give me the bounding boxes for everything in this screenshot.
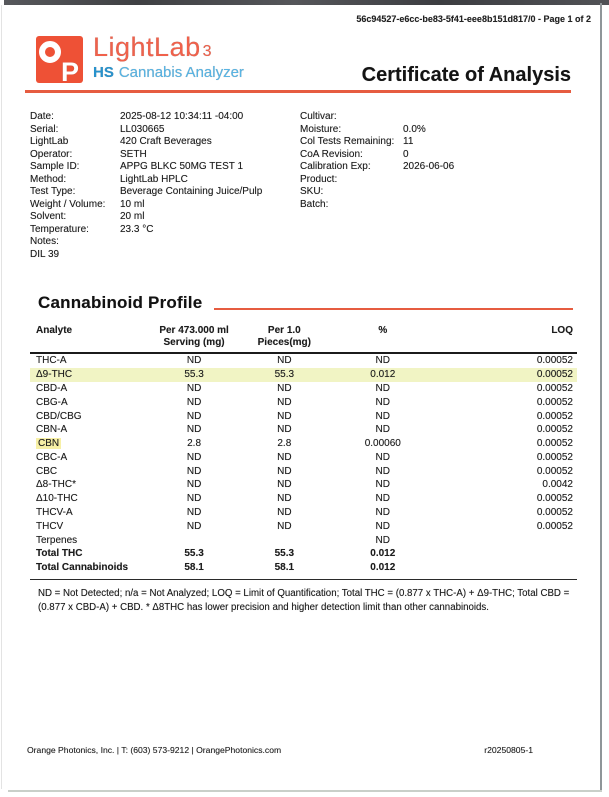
meta-sample-id: Sample ID: APPG BLKC 50MG TEST 1 (30, 161, 244, 172)
scan-artifact-left (1, 5, 2, 789)
page-footer (27, 745, 589, 755)
table-row: THC-A ND ND ND 0.00052 (36, 355, 573, 367)
table-header (30, 325, 577, 353)
cannabinoid-table (30, 325, 577, 580)
section-header (30, 293, 577, 313)
meta-lightlab: LightLab 420 Craft Beverages (30, 136, 212, 147)
table-row-d9thc-highlighted: Δ9-THC 55.3 55.3 0.012 0.00052 (30, 368, 577, 382)
meta-product: Product: (300, 173, 338, 185)
table-row-total-thc: Total THC 55.3 55.3 0.012 (36, 548, 396, 560)
meta-operator: Operator: SETH (30, 148, 147, 160)
meta-notes: Notes: (30, 236, 59, 247)
meta-col-tests-remaining: Col Tests Remaining: 11 (300, 136, 414, 147)
col-pieces: Per 1.0 Pieces(mg) (254, 325, 314, 353)
scan-artifact-top (4, 0, 609, 5)
table-row-terpenes: Terpenes ND (36, 534, 390, 546)
table-footnote: ND = Not Detected; n/a = Not Analyzed; LOQ = Limit of Quantification; Total THC = (0.877 x THC-A) + Δ9-THC; Total CBD = (0.877 x CBD-A) + CBD. * Δ8THC has lower precision and higher detection limit than other cannabinoids. (38, 588, 570, 613)
section-title: Cannabinoid Profile (38, 293, 203, 312)
meta-coa-revision: CoA Revision: 0 (300, 148, 409, 160)
table-row: THCV-A ND ND ND 0.00052 (36, 506, 573, 518)
meta-calibration-exp: Calibration Exp: 2026-06-06 (300, 161, 455, 172)
lightlab-model-line (93, 64, 244, 81)
table-row: CBC ND ND ND 0.00052 (36, 465, 573, 477)
logo-o-ring (39, 41, 61, 63)
footer-contact: Orange Photonics, Inc. | T: (603) 573-9212 | OrangePhotonics.com (27, 745, 282, 755)
meta-test-type: Test Type: Beverage Containing Juice/Pulp (30, 186, 263, 197)
cbn-name-highlight: CBN (38, 438, 60, 450)
meta-method: Method: LightLab HPLC (30, 173, 188, 185)
cannabinoid-profile-section (30, 293, 577, 614)
scan-artifact-bottom (8, 790, 602, 792)
model-hs: HS (93, 63, 114, 81)
meta-moisture: Moisture: 0.0% (300, 123, 426, 135)
table-row: CBC-A ND ND ND 0.00052 (36, 451, 573, 463)
page-title: Certificate of Analysis (361, 64, 571, 86)
model-subtitle: Cannabis Analyzer (118, 63, 244, 81)
table-row: Δ8-THC* ND ND ND 0.0042 (36, 479, 573, 491)
meta-batch: Batch: (300, 198, 329, 210)
header-divider (25, 90, 571, 93)
col-analyte: Analyte (30, 325, 134, 353)
lightlab-wordmark (93, 33, 244, 81)
col-loq: LOQ (451, 325, 577, 353)
meta-serial: Serial: LL030665 (30, 123, 165, 135)
metadata-section (30, 111, 589, 261)
lightlab-product-name (93, 33, 244, 63)
scan-artifact-right (600, 3, 602, 792)
orange-photonics-logo-icon (36, 36, 83, 87)
table-row: Δ10-THC ND ND ND 0.00052 (36, 493, 573, 505)
col-serving: Per 473.000 ml Serving (mg) (134, 325, 254, 353)
table-row-cbn: CBN 2.8 2.8 0.00060 0.00052 (38, 438, 573, 450)
section-divider (214, 308, 573, 311)
meta-notes-value: DIL 39 (30, 248, 60, 260)
footer-revision: r20250805-1 (484, 745, 533, 755)
logo-p-letter: P (60, 57, 79, 87)
table-row: CBN-A ND ND ND 0.00052 (36, 424, 573, 436)
meta-weight-volume: Weight / Volume: 10 ml (30, 198, 145, 210)
table-row-total-cannabinoids: Total Cannabinoids 58.1 58.1 0.012 (30, 561, 577, 580)
table-row: CBG-A ND ND ND 0.00052 (36, 396, 573, 408)
table-row: CBD/CBG ND ND ND 0.00052 (36, 410, 573, 422)
table-row: CBD-A ND ND ND 0.00052 (36, 382, 573, 394)
meta-solvent: Solvent: 20 ml (30, 211, 145, 222)
metadata-left-column (30, 111, 300, 261)
meta-sku: SKU: (300, 186, 324, 197)
meta-cultivar: Cultivar: (300, 111, 337, 122)
lightlab-name: LightLab (93, 32, 201, 62)
meta-temperature: Temperature: 23.3 °C (30, 223, 154, 235)
meta-date: Date: 2025-08-12 10:34:11 -04:00 (30, 111, 244, 122)
document-id: 56c94527-e6cc-be83-5f41-eee8b151d817/0 - Page 1 of 2 (356, 14, 591, 24)
table-row: THCV ND ND ND 0.00052 (36, 520, 573, 532)
col-percent: % (314, 325, 451, 353)
lightlab-version: 3 (202, 43, 213, 60)
metadata-right-column (300, 111, 589, 261)
